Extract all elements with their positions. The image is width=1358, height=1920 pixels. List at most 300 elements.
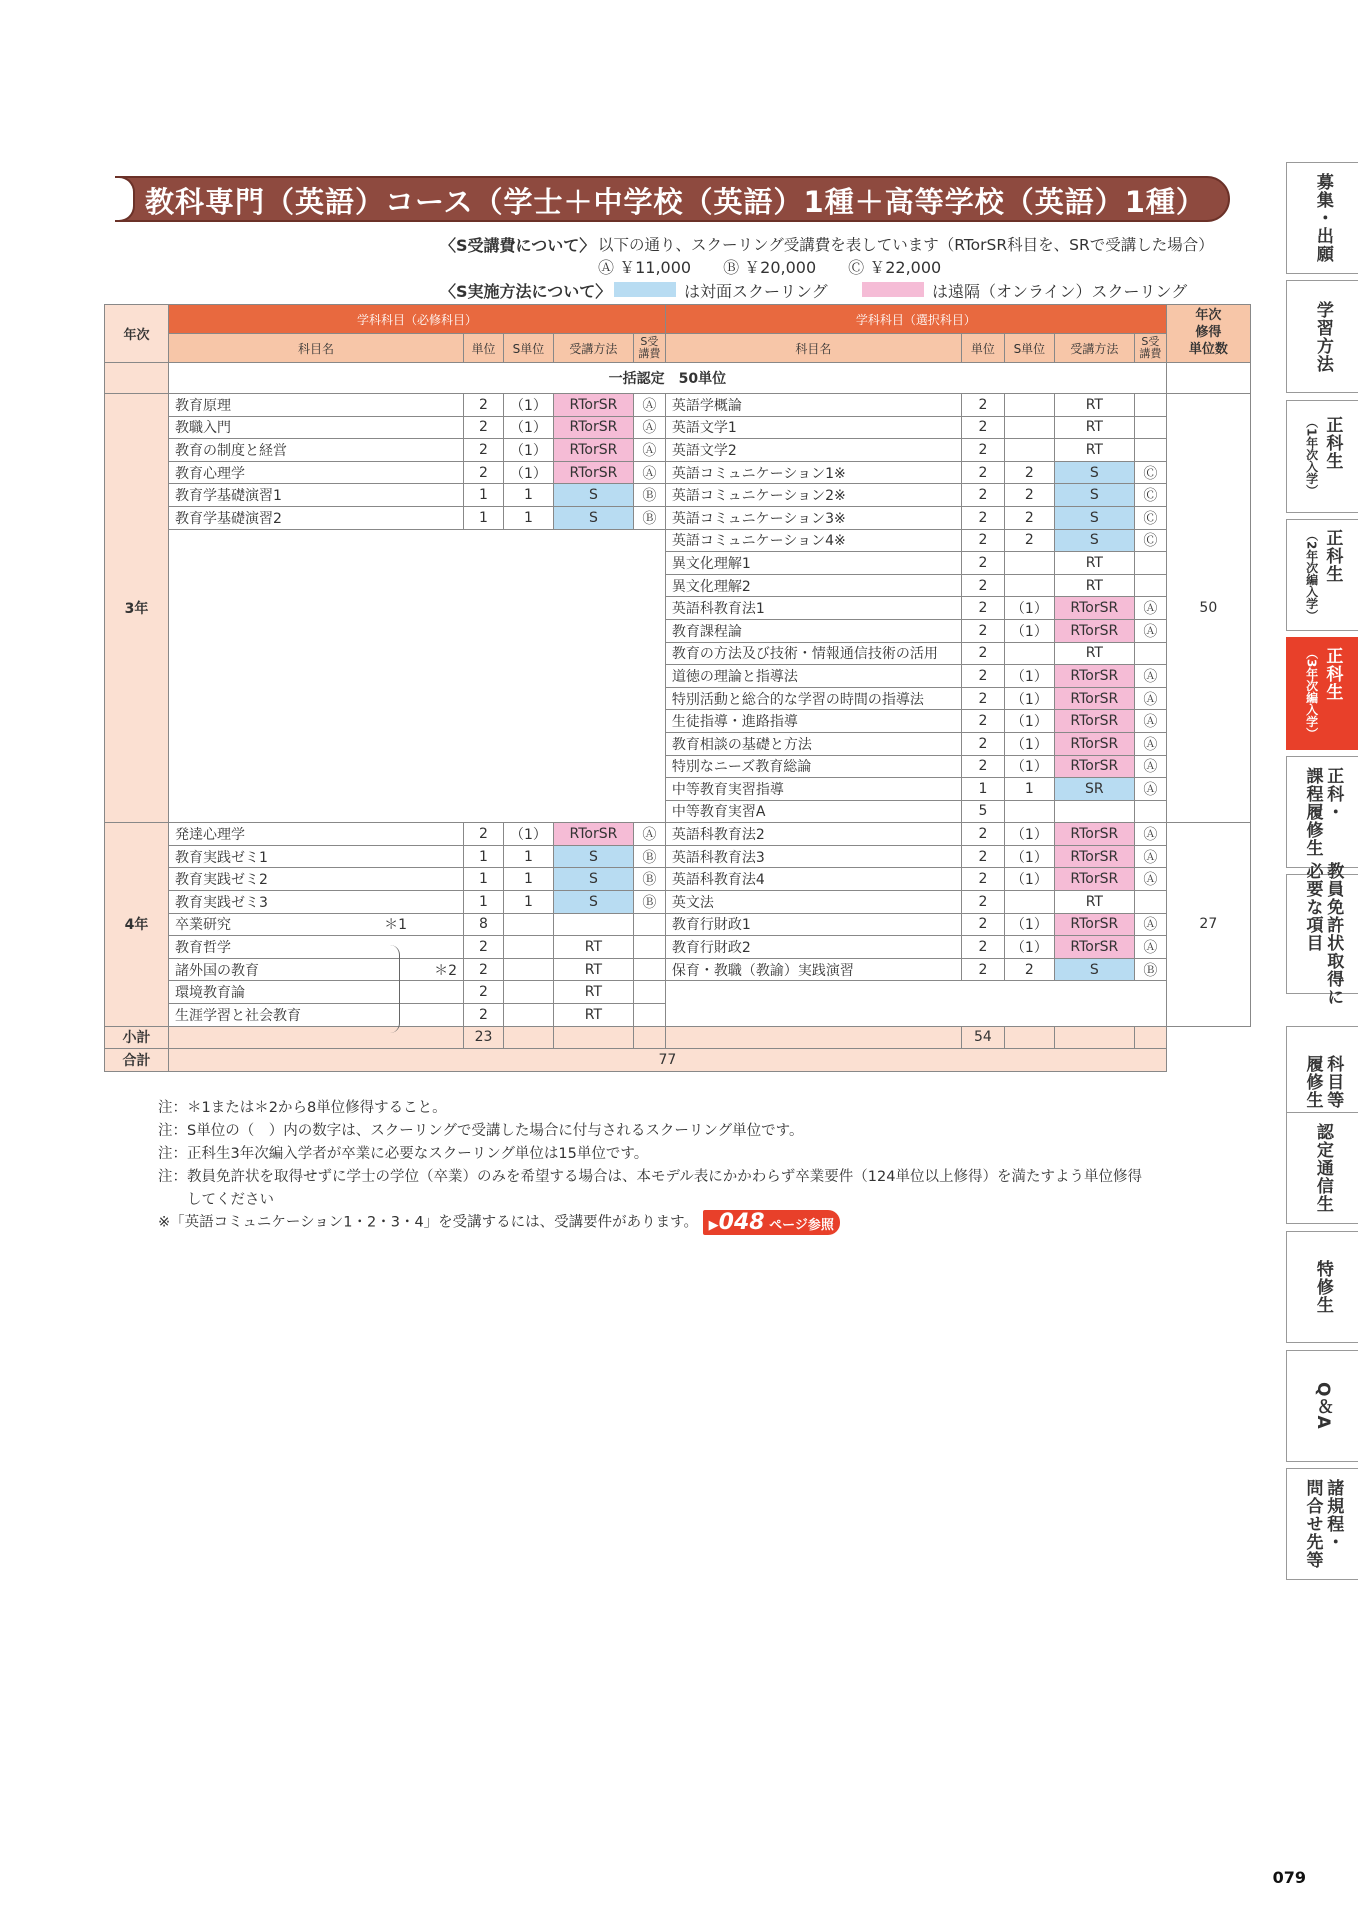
subject-name: 英語文学2	[665, 439, 961, 462]
subject-fee: Ⓒ	[1134, 529, 1166, 552]
note-line: 注：教員免許状を取得せずに学士の学位（卒業）のみを希望する場合は、本モデル表にかかわらず卒業要件（124単位以上修得）を満たすよう単位修得	[158, 1169, 1142, 1185]
fee-amounts: Ⓐ ￥11,000 Ⓑ ￥20,000 Ⓒ ￥22,000	[598, 258, 942, 277]
subject-unit: 1	[464, 484, 504, 507]
side-tab-label: 正科生	[1322, 528, 1343, 583]
subject-name: 中等教育実習A	[665, 800, 961, 823]
subject-unit: 2	[961, 891, 1004, 914]
side-tab-label: 特修生	[1312, 1260, 1333, 1314]
subject-name: 教育心理学	[169, 461, 464, 484]
mark-1: ＊1	[384, 917, 407, 934]
subject-name: 英語科教育法1	[665, 597, 961, 620]
subject-fee: Ⓐ	[1134, 619, 1166, 642]
subject-fee: Ⓐ	[1134, 936, 1166, 959]
side-tab-label: 科目等	[1323, 1055, 1344, 1109]
note-line: 注：＊1または＊2から8単位修得すること。	[158, 1100, 447, 1116]
subject-fee: Ⓐ	[1134, 845, 1166, 868]
online-legend-label: は遠隔（オンライン）スクーリング	[932, 282, 1188, 301]
subject-fee: Ⓑ	[633, 845, 665, 868]
year-header: 年次	[105, 305, 169, 363]
subject-name: 生徒指導・進路指導	[665, 710, 961, 733]
subject-unit: 2	[961, 529, 1004, 552]
col-method-header: 受講方法	[553, 334, 633, 363]
table-row	[105, 958, 1251, 981]
subject-method: RT	[553, 1004, 633, 1027]
side-tab-sublabel: （3年次編入学）	[1304, 647, 1319, 740]
side-tab-label: 正科生	[1322, 647, 1343, 702]
side-tab-sublabel: 必要な項目	[1302, 862, 1323, 952]
table-row	[105, 506, 1251, 529]
subject-unit: 2	[464, 958, 504, 981]
subject-s-unit: （1）	[1004, 913, 1054, 936]
subject-name: 発達心理学	[169, 823, 464, 846]
subject-s-unit: （1）	[504, 461, 554, 484]
col-unit-header: 単位	[961, 334, 1004, 363]
subject-unit: 2	[961, 642, 1004, 665]
subject-s-unit: 1	[1004, 778, 1054, 801]
subject-method: S	[1054, 506, 1134, 529]
subject-unit: 2	[961, 461, 1004, 484]
side-tab-2[interactable]	[1286, 280, 1358, 393]
subject-fee	[633, 1004, 665, 1027]
subject-method: RTorSR	[553, 823, 633, 846]
subject-name: 教育実践ゼミ3	[169, 891, 464, 914]
side-tab-10[interactable]	[1286, 1231, 1358, 1343]
subject-unit: 2	[961, 868, 1004, 891]
subject-unit: 2	[961, 665, 1004, 688]
subject-unit: 2	[464, 1004, 504, 1027]
subject-method: S	[1054, 484, 1134, 507]
side-tab-6[interactable]	[1286, 756, 1358, 868]
subject-fee	[1134, 552, 1166, 575]
subject-name: 英語コミュニケーション4※	[665, 529, 961, 552]
subject-unit: 2	[961, 552, 1004, 575]
subject-s-unit: （1）	[504, 416, 554, 439]
subject-name: 異文化理解2	[665, 574, 961, 597]
side-tab-sublabel: （1年次入学）	[1304, 416, 1319, 497]
page-number: 079	[1272, 1868, 1306, 1887]
subject-method: RTorSR	[1054, 710, 1134, 733]
subject-s-unit	[504, 981, 554, 1004]
side-tab-sublabel: （2年次編入学）	[1304, 528, 1319, 622]
subject-method: RT	[1054, 416, 1134, 439]
side-tab-3[interactable]	[1286, 400, 1358, 513]
subject-name: 教育の制度と経営	[169, 439, 464, 462]
subject-name: 英文法	[665, 891, 961, 914]
subject-unit: 2	[464, 416, 504, 439]
subject-name: 教職入門	[169, 416, 464, 439]
subtotal-required: 23	[464, 1026, 504, 1049]
subject-unit: 2	[464, 981, 504, 1004]
year-credits: 50	[1166, 394, 1250, 823]
subject-unit: 2	[961, 439, 1004, 462]
subject-method: S	[1054, 529, 1134, 552]
subject-unit: 2	[961, 732, 1004, 755]
subject-name: 生涯学習と社会教育	[169, 1004, 464, 1027]
subject-unit: 2	[961, 823, 1004, 846]
required-header: 学科科目（必修科目）	[169, 305, 666, 334]
note-line: 注：正科生3年次編入学者が卒業に必要なスクーリング単位は15単位です。	[158, 1146, 649, 1162]
brace-mark2	[385, 945, 400, 1033]
subject-method: RTorSR	[1054, 755, 1134, 778]
subject-method: RTorSR	[1054, 823, 1134, 846]
side-tab-5[interactable]	[1286, 637, 1358, 750]
subject-s-unit: 1	[504, 868, 554, 891]
subject-unit: 1	[961, 778, 1004, 801]
subject-method: RTorSR	[1054, 913, 1134, 936]
subject-s-unit: （1）	[1004, 619, 1054, 642]
subject-fee: Ⓐ	[633, 439, 665, 462]
subject-name: 教育学基礎演習2	[169, 506, 464, 529]
subject-s-unit	[504, 936, 554, 959]
subject-s-unit: （1）	[1004, 665, 1054, 688]
subject-s-unit	[1004, 552, 1054, 575]
subject-method: RTorSR	[1054, 619, 1134, 642]
table-row	[105, 868, 1251, 891]
subject-s-unit: （1）	[504, 439, 554, 462]
subject-s-unit: 1	[504, 484, 554, 507]
subject-s-unit: （1）	[1004, 868, 1054, 891]
subject-fee	[1134, 800, 1166, 823]
table-row	[105, 416, 1251, 439]
subject-fee	[1134, 891, 1166, 914]
subject-method: RTorSR	[1054, 868, 1134, 891]
subject-unit: 2	[961, 710, 1004, 733]
subject-name: 英語科教育法3	[665, 845, 961, 868]
subject-unit: 1	[464, 845, 504, 868]
subject-s-unit: （1）	[1004, 710, 1054, 733]
subject-s-unit: （1）	[1004, 936, 1054, 959]
table-row	[105, 913, 1251, 936]
subject-unit: 1	[464, 891, 504, 914]
subject-method: RT	[1054, 394, 1134, 417]
subject-unit: 2	[464, 936, 504, 959]
subject-method: RT	[553, 981, 633, 1004]
table-row	[105, 484, 1251, 507]
subject-name: 異文化理解1	[665, 552, 961, 575]
subject-name: 特別活動と総合的な学習の時間の指導法	[665, 687, 961, 710]
subject-s-unit	[1004, 574, 1054, 597]
subject-name: 教育哲学	[169, 936, 464, 959]
subject-fee: Ⓐ	[1134, 665, 1166, 688]
subject-s-unit	[1004, 439, 1054, 462]
subject-fee: Ⓒ	[1134, 484, 1166, 507]
subject-fee: Ⓐ	[1134, 755, 1166, 778]
subject-fee: Ⓑ	[633, 484, 665, 507]
subject-name: 英語科教育法4	[665, 868, 961, 891]
subject-name: 道徳の理論と指導法	[665, 665, 961, 688]
side-tab-11[interactable]	[1286, 1350, 1358, 1462]
subject-s-unit	[504, 1004, 554, 1027]
subject-method: RTorSR	[553, 461, 633, 484]
subject-s-unit: 2	[1004, 461, 1054, 484]
subject-fee: Ⓒ	[1134, 461, 1166, 484]
subject-method: S	[1054, 461, 1134, 484]
side-tab-label: Q＆A	[1312, 1382, 1333, 1430]
subject-fee	[1134, 642, 1166, 665]
subject-fee	[633, 913, 665, 936]
subject-fee: Ⓐ	[1134, 868, 1166, 891]
arrow-right-icon: ▶	[708, 1218, 719, 1233]
subject-unit: 2	[464, 439, 504, 462]
col-fee-header: S受 講費	[1134, 334, 1166, 363]
subject-name: 英語コミュニケーション3※	[665, 506, 961, 529]
subject-name: 英語文学1	[665, 416, 961, 439]
subject-unit: 2	[961, 936, 1004, 959]
subject-s-unit: （1）	[504, 394, 554, 417]
table-row	[105, 845, 1251, 868]
subject-method: RT	[553, 936, 633, 959]
face-legend-label: は対面スクーリング	[684, 282, 828, 301]
subject-name: 教育原理	[169, 394, 464, 417]
subject-fee: Ⓑ	[633, 891, 665, 914]
face-legend-swatch	[614, 282, 676, 297]
subject-unit: 2	[464, 394, 504, 417]
table-row	[105, 823, 1251, 846]
mark-2: ＊2	[434, 962, 457, 979]
fee-info-heading: 〈S受講費について〉	[440, 236, 596, 255]
subject-name: 教育学基礎演習1	[169, 484, 464, 507]
subject-s-unit: 1	[504, 845, 554, 868]
subject-unit: 2	[961, 619, 1004, 642]
subject-fee	[1134, 439, 1166, 462]
subject-method: S	[553, 891, 633, 914]
side-tab-9[interactable]	[1286, 1112, 1358, 1224]
subject-method: RTorSR	[1054, 732, 1134, 755]
subject-method: RTorSR	[553, 439, 633, 462]
subject-s-unit	[1004, 416, 1054, 439]
subject-s-unit: （1）	[1004, 755, 1054, 778]
subject-method: S	[553, 506, 633, 529]
subject-s-unit	[1004, 800, 1054, 823]
subject-fee: Ⓐ	[1134, 710, 1166, 733]
subject-name: 英語コミュニケーション2※	[665, 484, 961, 507]
subject-fee: Ⓐ	[633, 416, 665, 439]
subject-unit: 2	[961, 755, 1004, 778]
subject-s-unit: （1）	[1004, 687, 1054, 710]
subject-s-unit: （1）	[1004, 823, 1054, 846]
col-name-header: 科目名	[169, 334, 464, 363]
subject-method: RTorSR	[1054, 687, 1134, 710]
subject-fee	[633, 981, 665, 1004]
table-row	[105, 891, 1251, 914]
subject-fee: Ⓒ	[1134, 506, 1166, 529]
subject-name: 保育・教職（教諭）実践演習	[665, 958, 961, 981]
subject-fee	[1134, 416, 1166, 439]
subject-method: RT	[1054, 552, 1134, 575]
subject-s-unit: 2	[1004, 529, 1054, 552]
subject-name: 中等教育実習指導	[665, 778, 961, 801]
subject-method: RT	[1054, 891, 1134, 914]
table-row	[105, 981, 1251, 1004]
col-name-header: 科目名	[665, 334, 961, 363]
subject-unit: 2	[464, 461, 504, 484]
subject-unit: 2	[961, 913, 1004, 936]
subject-method: S	[553, 484, 633, 507]
subject-fee	[633, 958, 665, 981]
subject-method: RTorSR	[1054, 845, 1134, 868]
subject-method: RTorSR	[1054, 665, 1134, 688]
elective-header: 学科科目（選択科目）	[665, 305, 1166, 334]
subject-unit: 2	[961, 574, 1004, 597]
subject-name: 教育の方法及び技術・情報通信技術の活用	[665, 642, 961, 665]
empty-area	[665, 981, 1166, 1026]
subject-fee	[1134, 574, 1166, 597]
total-label: 合計	[105, 1049, 169, 1072]
subject-method: RTorSR	[553, 394, 633, 417]
subject-s-unit: 1	[504, 891, 554, 914]
side-tab-label: 認定通信生	[1312, 1123, 1333, 1213]
subject-s-unit	[504, 958, 554, 981]
total-value: 77	[169, 1049, 1167, 1072]
subject-name: 教育実践ゼミ2	[169, 868, 464, 891]
subject-unit: 1	[464, 506, 504, 529]
subject-method: SR	[1054, 778, 1134, 801]
table-row	[105, 394, 1251, 417]
subject-unit: 2	[961, 484, 1004, 507]
total-row	[105, 1049, 1251, 1072]
subject-fee: Ⓐ	[1134, 732, 1166, 755]
subject-method: S	[1054, 958, 1134, 981]
note-line: してください	[158, 1192, 274, 1208]
side-tab-sublabel: 履修生	[1302, 1055, 1323, 1109]
subject-name: 英語学概論	[665, 394, 961, 417]
subject-name: 教育行財政2	[665, 936, 961, 959]
side-tab-label: 学習方法	[1312, 300, 1333, 373]
subject-unit: 2	[961, 506, 1004, 529]
subject-unit: 2	[961, 597, 1004, 620]
table-row	[105, 439, 1251, 462]
subject-unit: 5	[961, 800, 1004, 823]
subject-name: 環境教育論	[169, 981, 464, 1004]
col-method-header: 受講方法	[1054, 334, 1134, 363]
subject-name: 諸外国の教育 ＊2	[169, 958, 464, 981]
subject-s-unit: （1）	[504, 823, 554, 846]
subject-fee	[1134, 394, 1166, 417]
subject-method: RTorSR	[1054, 597, 1134, 620]
side-tab-label: 教員免許状取得に	[1323, 862, 1344, 1006]
table-row	[105, 529, 1251, 552]
subject-unit: 2	[961, 394, 1004, 417]
subject-s-unit	[1004, 891, 1054, 914]
subject-s-unit: （1）	[1004, 597, 1054, 620]
subject-unit: 2	[961, 845, 1004, 868]
fee-info-text: 以下の通り、スクーリング受講費を表しています（RTorSR科目を、SRで受講した場合）	[598, 236, 1214, 254]
subject-name: 英語コミュニケーション1※	[665, 461, 961, 484]
empty-area	[169, 529, 666, 823]
subject-name: 英語科教育法2	[665, 823, 961, 846]
side-tab-sublabel: 問合せ先等	[1302, 1479, 1323, 1569]
subject-fee	[633, 936, 665, 959]
credits-header: 年次 修得 単位数	[1166, 305, 1250, 363]
subject-s-unit	[1004, 394, 1054, 417]
subject-method	[553, 913, 633, 936]
subject-s-unit: （1）	[1004, 732, 1054, 755]
subject-method: RT	[1054, 642, 1134, 665]
col-s-header: S単位	[504, 334, 554, 363]
side-tab-7[interactable]	[1286, 862, 1358, 1006]
table-row	[105, 936, 1251, 959]
subject-s-unit: （1）	[1004, 845, 1054, 868]
subject-fee: Ⓐ	[633, 823, 665, 846]
page-title: 教科専門（英語）コース（学士＋中学校（英語）1種＋高等学校（英語）1種）	[145, 185, 1206, 219]
subject-name: 教育行財政1	[665, 913, 961, 936]
side-tab-label: 諸規程・	[1323, 1479, 1344, 1551]
subject-name: 教育相談の基礎と方法	[665, 732, 961, 755]
subject-unit: 2	[961, 687, 1004, 710]
year-label: 3年	[105, 394, 169, 823]
subject-s-unit: 2	[1004, 958, 1054, 981]
subject-fee: Ⓐ	[633, 461, 665, 484]
col-s-header: S単位	[1004, 334, 1054, 363]
subtotal-elective: 54	[961, 1026, 1004, 1049]
bulk-recognition: 一括認定 50単位	[169, 363, 1167, 394]
subject-method: RTorSR	[553, 416, 633, 439]
subject-method: S	[553, 845, 633, 868]
subject-unit: 2	[464, 823, 504, 846]
subject-name: 卒業研究 ＊1	[169, 913, 464, 936]
subject-method: RT	[1054, 439, 1134, 462]
side-tab-12[interactable]	[1286, 1468, 1358, 1580]
note-line: 注：S単位の（ ）内の数字は、スクーリングで受講した場合に付与されるスクーリング単位です。	[158, 1123, 804, 1139]
side-tab-1[interactable]	[1286, 162, 1358, 274]
subject-unit: 2	[961, 416, 1004, 439]
online-legend-swatch	[862, 282, 924, 297]
subject-fee: Ⓑ	[633, 868, 665, 891]
subject-method	[1054, 800, 1134, 823]
subject-fee: Ⓐ	[1134, 687, 1166, 710]
subject-method: RT	[553, 958, 633, 981]
col-unit-header: 単位	[464, 334, 504, 363]
table-row	[105, 461, 1251, 484]
subject-method: S	[553, 868, 633, 891]
subject-fee: Ⓐ	[1134, 597, 1166, 620]
subject-unit: 2	[961, 958, 1004, 981]
side-tab-label: 募集・出願	[1312, 173, 1333, 263]
side-tab-sublabel: 課程履修生	[1302, 767, 1323, 857]
side-tab-label: 正科・	[1323, 767, 1344, 821]
subject-s-unit	[1004, 642, 1054, 665]
subject-s-unit	[504, 913, 554, 936]
method-heading: 〈S実施方法について〉	[440, 282, 612, 301]
year-label: 4年	[105, 823, 169, 1026]
col-fee-header: S受 講費	[633, 334, 665, 363]
subject-name: 特別なニーズ教育総論	[665, 755, 961, 778]
subject-fee: Ⓐ	[1134, 778, 1166, 801]
page-ref-badge[interactable]: ▶048 ページ参照	[703, 1210, 840, 1235]
year-credits: 27	[1166, 823, 1250, 1026]
side-tab-label: 正科生	[1322, 416, 1343, 471]
subject-s-unit: 2	[1004, 484, 1054, 507]
subject-s-unit: 1	[504, 506, 554, 529]
subject-method: RTorSR	[1054, 936, 1134, 959]
subject-fee: Ⓐ	[1134, 913, 1166, 936]
subject-fee: Ⓑ	[1134, 958, 1166, 981]
subtotal-row	[105, 1026, 1251, 1049]
subject-name: 教育課程論	[665, 619, 961, 642]
subject-unit: 1	[464, 868, 504, 891]
subject-fee: Ⓐ	[1134, 823, 1166, 846]
subject-fee: Ⓑ	[633, 506, 665, 529]
subtotal-label: 小計	[105, 1026, 169, 1049]
subject-unit: 8	[464, 913, 504, 936]
ref-note: ※「英語コミュニケーション1・2・3・4」を受講するには、受講要件があります。 ▶048 ページ参照	[158, 1210, 840, 1235]
curriculum-table	[104, 304, 1251, 1072]
side-tab-4[interactable]	[1286, 519, 1358, 631]
subject-method: RT	[1054, 574, 1134, 597]
subject-name: 教育実践ゼミ1	[169, 845, 464, 868]
subject-fee: Ⓐ	[633, 394, 665, 417]
subject-s-unit: 2	[1004, 506, 1054, 529]
